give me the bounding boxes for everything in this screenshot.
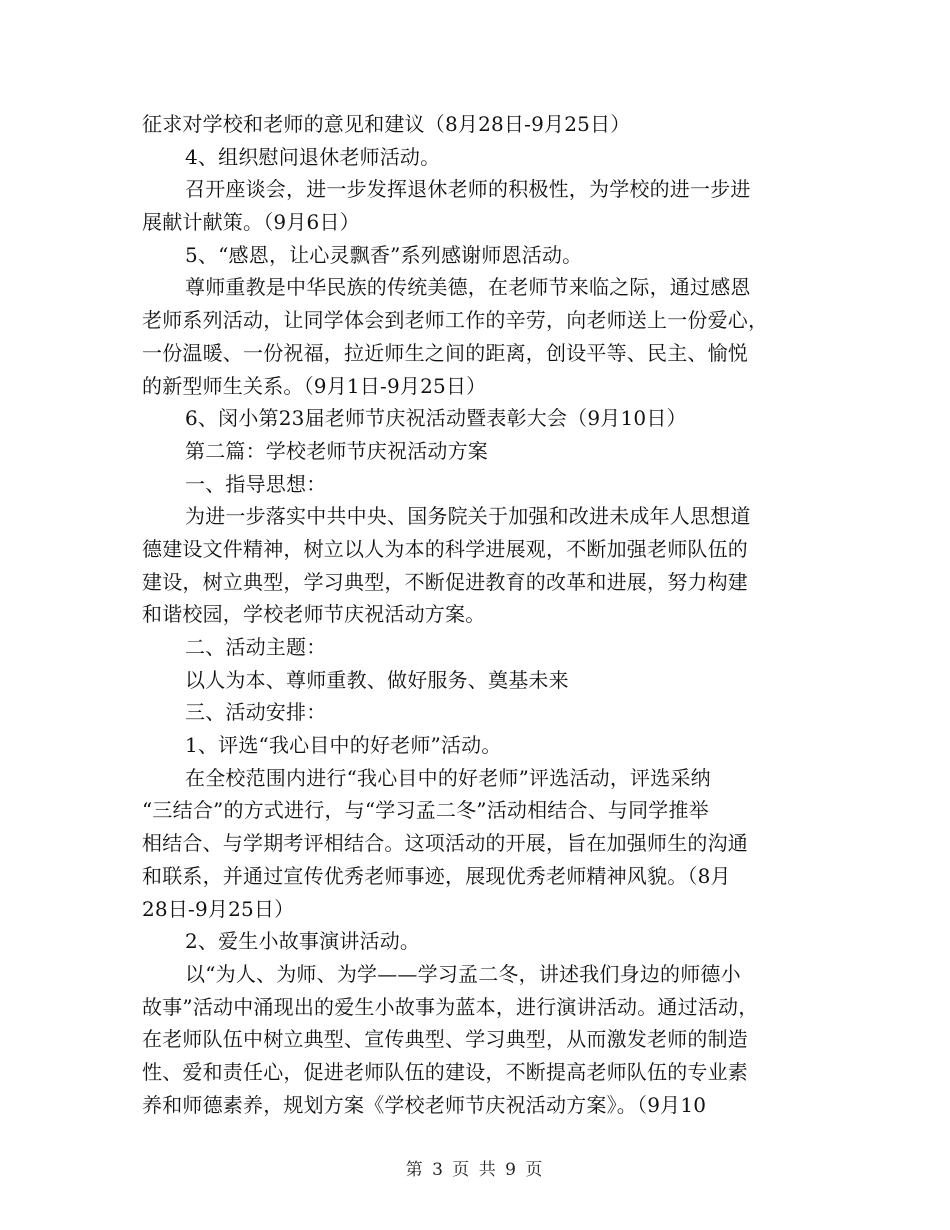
text-line: 1、评选“我心目中的好老师”活动。 [185, 733, 502, 758]
page-number-footer: 第 3 页 共 9 页 [405, 1160, 545, 1180]
subheading: 一、指导思想： [185, 471, 327, 496]
text-line: 老师系列活动，让同学体会到老师工作的辛劳，向老师送上一份爱心， [142, 308, 769, 333]
text-line: 建设，树立典型，学习典型，不断促进教育的改革和进展，努力构建 [142, 569, 748, 594]
text-line: 性、爱和责任心，促进老师队伍的建设，不断提高老师队伍的专业素 [142, 1059, 748, 1084]
text-line: 为进一步落实中共中央、国务院关于加强和改进未成年人思想道 [185, 504, 751, 529]
text-line: 4、组织慰问退休老师活动。 [185, 144, 441, 169]
document-body [142, 108, 812, 1121]
text-line: 征求对学校和老师的意见和建议（8月28日-9月25日） [142, 112, 631, 136]
text-line: 6、闵小第23届老师节庆祝活动暨表彰大会（9月10日） [185, 406, 687, 431]
text-line: 28日-9月25日） [142, 896, 295, 921]
section-heading: 第二篇：学校老师节庆祝活动方案 [185, 438, 488, 463]
text-line: 以人为本、尊师重教、做好服务、奠基未来 [185, 667, 569, 692]
text-line: 在全校范围内进行“我心目中的好老师”评选活动，评选采纳 [185, 765, 711, 790]
text-line: 尊师重教是中华民族的传统美德，在老师节来临之际，通过感恩 [185, 275, 751, 300]
subheading: 三、活动安排： [185, 700, 327, 725]
text-line: 5、“感恩，让心灵飘香”系列感谢师恩活动。 [185, 242, 583, 267]
text-line: 2、爱生小故事演讲活动。 [185, 929, 421, 954]
text-line: 在老师队伍中树立典型、宣传典型、学习典型，从而激发老师的制造 [142, 1027, 748, 1052]
text-line: 的新型师生关系。（9月1日-9月25日） [142, 373, 487, 398]
text-line: 和联系，并通过宣传优秀老师事迹，展现优秀老师精神风貌。（8月 [142, 863, 731, 888]
text-line: 相结合、与学期考评相结合。这项活动的开展，旨在加强师生的沟通 [142, 831, 748, 856]
text-line: 以“为人、为师、为学——学习孟二冬，讲述我们身边的师德小 [185, 961, 741, 986]
text-line: 养和师德素养，规划方案《学校老师节庆祝活动方案》。（9月10 [142, 1092, 707, 1117]
text-line: 和谐校园，学校老师节庆祝活动方案。 [142, 602, 486, 627]
text-line: 一份温暖、一份祝福，拉近师生之间的距离，创设平等、民主、愉悦 [142, 340, 748, 365]
subheading: 二、活动主题： [185, 635, 327, 659]
text-line: “三结合”的方式进行，与“学习孟二冬”活动相结合、与同学推举 [142, 798, 709, 823]
text-line: 展献计献策。（9月6日） [142, 210, 360, 235]
text-line: 德建设文件精神，树立以人为本的科学进展观，不断加强老师队伍的 [142, 536, 748, 561]
text-line: 故事”活动中涌现出的爱生小故事为蓝本，进行演讲活动。通过活动， [142, 994, 759, 1019]
text-line: 召开座谈会，进一步发挥退休老师的积极性，为学校的进一步进 [185, 177, 751, 202]
